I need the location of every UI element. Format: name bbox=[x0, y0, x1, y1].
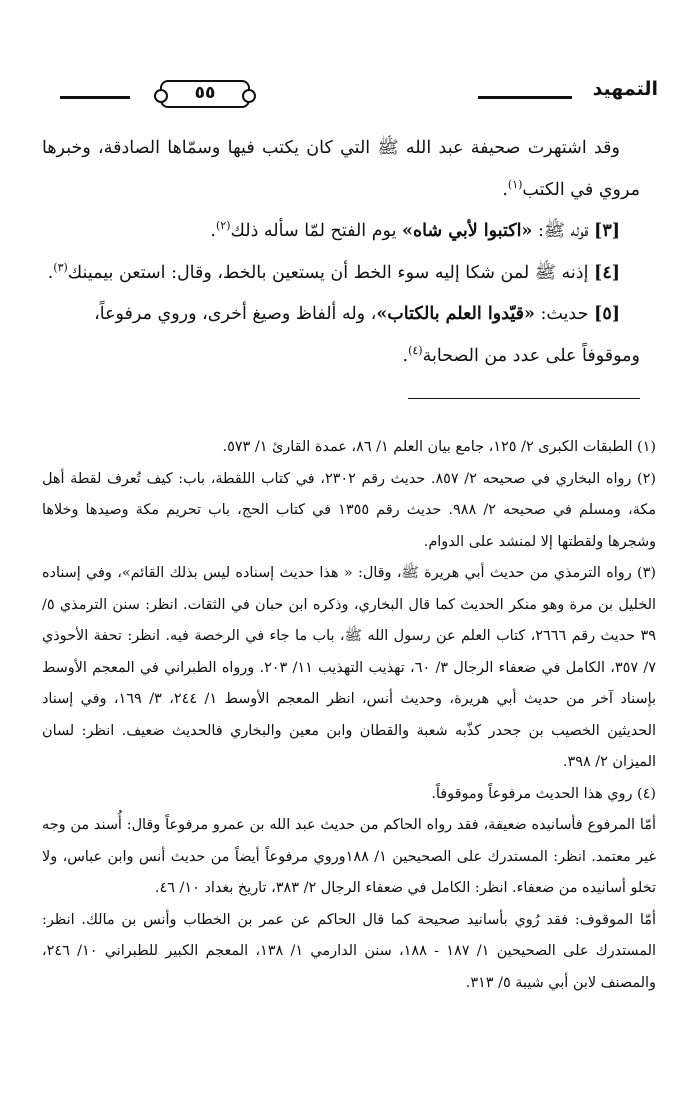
main-text bbox=[42, 128, 640, 377]
footnote-ref-3[interactable]: (٣) bbox=[53, 260, 68, 274]
footnote-ref-1[interactable]: (١) bbox=[507, 177, 523, 191]
item-5-quote: «قيّدوا العلم بالكتاب» bbox=[376, 304, 535, 324]
footnotes bbox=[42, 432, 656, 999]
paragraph-sahifa: وقد اشتهرت صحيفة عبد الله ﷺ التي كان يكتب فيها وسمّاها الصادقة، وخبرها مروي في الكتب$^{(١)}$. bbox=[42, 138, 640, 200]
item-3: [٣] قوله ﷺ: «اكتبوا لأبي شاه» يوم الفتح لمّا سأله ذلك$^{(٢)}$. bbox=[210, 219, 620, 241]
footnote-separator bbox=[408, 398, 640, 399]
footnote-4-mawquf: أمّا الموقوف: فقد رُوي بأسانيد صحيحة كما قال الحاكم عن عمر بن الخطاب وأنس بن مالك. انظر: المستدرك على الصحيحين ١/ ١٨٧ - ١٨٨، سنن الدارمي ١/ ١٣٨، المعجم الكبير للطبراني ١٠/ ٢٤٦، والمصنف لابن أبي شيبة ٥/ ٣١٣. bbox=[42, 911, 656, 991]
page-number: ٥٥ bbox=[194, 83, 216, 103]
header-rule-left bbox=[60, 96, 130, 99]
footnote-ref-2[interactable]: (٢) bbox=[215, 219, 231, 233]
item-3-quote: «اكتبوا لأبي شاه» bbox=[402, 221, 533, 241]
item-3-label: [٣] bbox=[594, 221, 620, 241]
footnote-1: (١) الطبقات الكبرى ٢/ ١٢٥، جامع بيان العلم ١/ ٨٦، عمدة القارئ ١/ ٥٧٣. bbox=[222, 439, 656, 455]
footnote-ref-4[interactable]: (٤) bbox=[408, 343, 423, 357]
header-rule-right bbox=[478, 96, 572, 99]
running-header bbox=[60, 76, 658, 116]
footnote-2: (٢) رواه البخاري في صحيحه ٢/ ٨٥٧. حديث رقم ٢٣٠٢، في كتاب اللقطة، باب: كيف تُعرف لقطة أهل مكة، ومسلم في صحيحه ٢/ ٩٨٨. حديث رقم ١٣٥٥ في كتاب الحج، باب تحريم مكة وصيدها وخلاها وشجرها ولقطتها إلا لمنشد على الدوام. bbox=[42, 470, 656, 550]
footnote-4: (٤) روي هذا الحديث مرفوعاً وموقوفاً. bbox=[431, 785, 656, 802]
item-4: [٤] إذنه ﷺ لمن شكا إليه سوء الخط أن يستعين بالخط، وقال: استعن بيمينك$^{(٣)}$. bbox=[47, 260, 620, 283]
footnote-4-marfu: أمّا المرفوع فأسانيده ضعيفة، فقد رواه الحاكم من حديث عبد الله بن عمرو مرفوعاً وقال: أُسند من وجه غير معتمد. انظر: المستدرك على الصحيحين ١/ ١٨٨وروي مرفوعاً أيضاً من حديث أنس وابن عباس، ولا تخلو أسانيده من ضعفاء. انظر: الكامل في ضعفاء الرجال ٢/ ٣٨٣، تاريخ بغداد ١٠/ ٤٦. bbox=[42, 817, 656, 896]
item-4-label: [٤] bbox=[594, 262, 620, 283]
footnote-3: (٣) رواه الترمذي من حديث أبي هريرة ﷺ، وقال: « هذا حديث إسناده ليس بذلك القائم»، وفي إسناده الخليل بن مرة وهو منكر الحديث كما قال البخاري، وذكره ابن حبان في الثقات. انظر: سنن الترمذي ٥/ ٣٩ حديث رقم ٢٦٦٦، كتاب العلم عن رسول الله ﷺ، باب ما جاء في الرخصة فيه. انظر: تحفة الأحوذي ٧/ ٣٥٧، الكامل في ضعفاء الرجال ٣/ ٦٠، تهذيب التهذيب ١١/ ٢٠٣. ورواه الطبراني في المعجم الأوسط بإسناد آخر من حديث أبي هريرة، وحديث أنس، انظر المعجم الأوسط ١/ ٢٤٤، ٣/ ١٦٩، وفي إسناد الحديثين الخصيب بن جحدر كذّبه شعبة والقطان وابن معين والبخاري فالحديث ضعيف. انظر: لسان الميزان ٢/ ٣٩٨. bbox=[42, 565, 656, 770]
item-5-label: [٥] bbox=[594, 304, 620, 324]
item-5: [٥] حديث: «قيّدوا العلم بالكتاب»، وله ألفاظ وصيغ أخرى، وروي مرفوعاً، وموقوفاً على عدد من الصحابة$^{(٤)}$. bbox=[94, 304, 640, 366]
chapter-title: التمهيد bbox=[592, 78, 658, 100]
page-number-frame bbox=[160, 80, 250, 108]
